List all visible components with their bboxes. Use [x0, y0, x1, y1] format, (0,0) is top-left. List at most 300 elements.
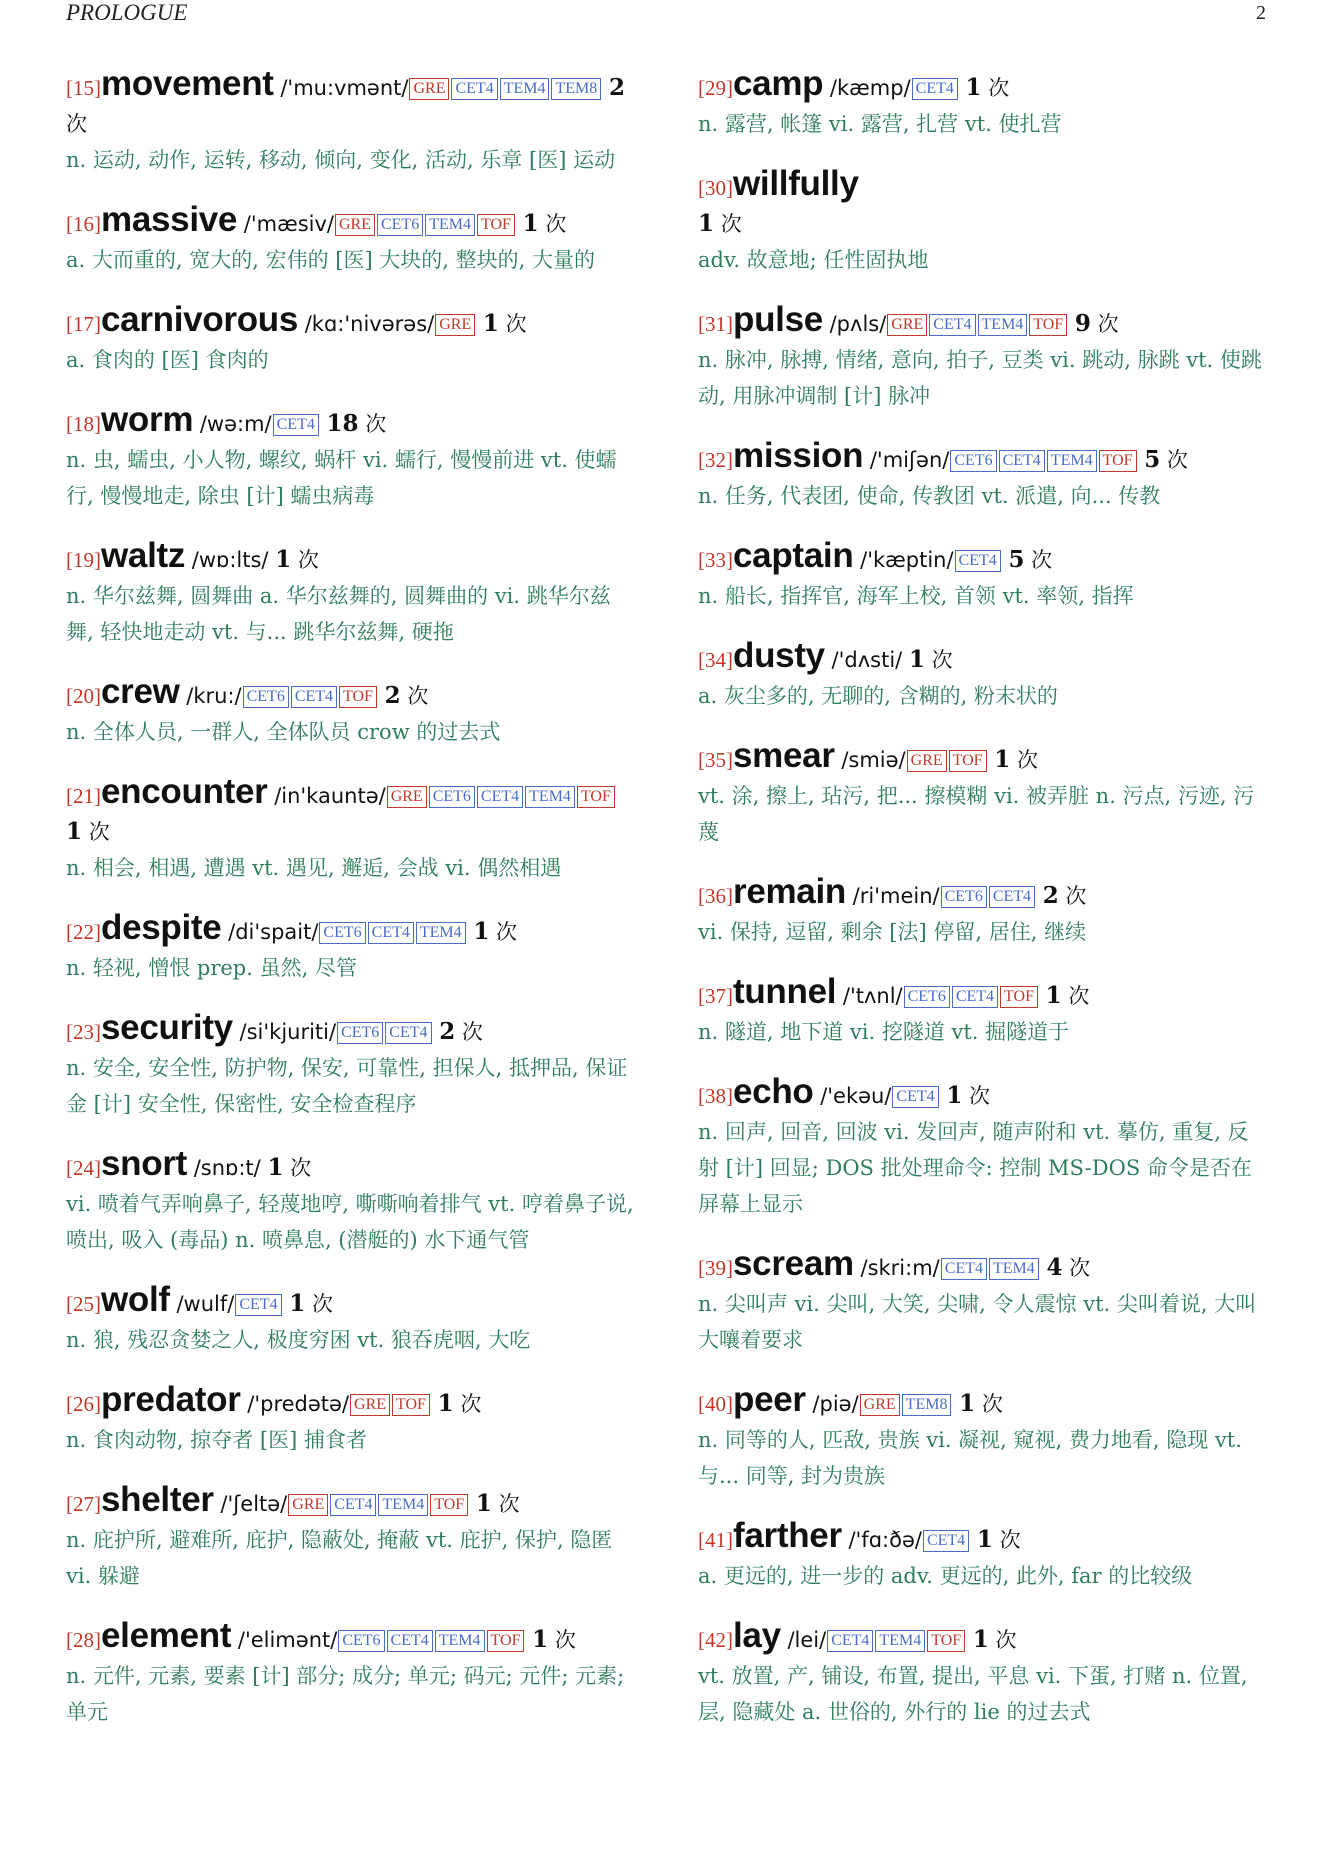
occurrence-count [1046, 1256, 1090, 1280]
exam-tag-badge: TEM4 [435, 1630, 485, 1652]
count-unit: 次 [999, 1528, 1021, 1552]
headword: farther [733, 1516, 842, 1555]
count-unit: 次 [297, 548, 319, 572]
phonetic: /piə/ [812, 1392, 859, 1416]
occurrence-count [1043, 884, 1087, 908]
headword: carnivorous [101, 300, 299, 339]
exam-tag-badge: TOF [477, 214, 515, 236]
occurrence-count [973, 1628, 1017, 1652]
exam-tag-badge: GRE [887, 314, 927, 336]
count-number: 2 [1042, 882, 1059, 909]
phonetic: /kru:/ [186, 684, 242, 708]
occurrence-count [476, 1492, 520, 1516]
count-unit: 次 [1068, 984, 1090, 1008]
exam-tag-badge: TEM4 [989, 1258, 1039, 1280]
definition: vi. 保持, 逗留, 剩余 [法] 停留, 居住, 继续 [698, 920, 1087, 944]
exam-tag-badge: TOF [949, 750, 987, 772]
exam-tag-badge: TEM4 [378, 1494, 428, 1516]
count-unit: 次 [498, 1492, 520, 1516]
entry-index: [21] [66, 784, 101, 808]
entry-headline [698, 738, 1268, 778]
definition: n. 全体人员, 一群人, 全体队员 crow 的过去式 [66, 720, 501, 744]
count-unit: 次 [969, 1084, 991, 1108]
count-number: 1 [482, 310, 499, 337]
definition: vi. 喷着气弄响鼻子, 轻蔑地哼, 嘶嘶响着排气 vt. 哼着鼻子说, 喷出, 吸入 (毒品) n. 喷鼻息, (潜艇的) 水下通气管 [66, 1192, 634, 1252]
count-unit: 次 [554, 1628, 576, 1652]
count-unit: 次 [505, 312, 527, 336]
count-unit: 次 [290, 1156, 312, 1180]
count-unit: 次 [407, 684, 429, 708]
definition: vt. 涂, 擦上, 玷污, 把... 擦模糊 vi. 被弄脏 n. 污点, 污迹, 污蔑 [698, 784, 1255, 844]
entry-headline [698, 66, 1268, 106]
entry-index: [20] [66, 684, 101, 708]
vocab-entry [698, 438, 1268, 514]
occurrence-count [966, 76, 1010, 100]
definition: n. 安全, 安全性, 防护物, 保安, 可靠性, 担保人, 抵押品, 保证金 [计] 安全性, 保密性, 安全检查程序 [66, 1056, 628, 1116]
vocab-entry [698, 302, 1268, 414]
entry-headline [698, 538, 1268, 578]
phonetic: /si'kjuriti/ [239, 1020, 337, 1044]
occurrence-count [275, 548, 319, 572]
vocab-entry [698, 66, 1268, 142]
exam-tag-badge: CET6 [319, 922, 365, 944]
page-number: 2 [1256, 2, 1266, 24]
entry-index: [39] [698, 1256, 733, 1280]
count-number: 1 [289, 1290, 306, 1317]
definition: n. 轻视, 憎恨 prep. 虽然, 尽管 [66, 956, 357, 980]
entry-index: [15] [66, 76, 101, 100]
exam-tag-badge: GRE [335, 214, 375, 236]
exam-tag-badge: TEM4 [978, 314, 1028, 336]
vocab-entry [66, 1282, 636, 1358]
exam-tag-badge: TEM4 [1047, 450, 1097, 472]
count-number: 1 [946, 1082, 963, 1109]
count-number: 9 [1074, 310, 1091, 337]
exam-tag-badge: CET6 [941, 886, 987, 908]
exam-tag-badge: CET6 [338, 1630, 384, 1652]
entry-index: [16] [66, 212, 101, 236]
vocab-entry [698, 1382, 1268, 1494]
exam-tag-badge: CET4 [827, 1630, 873, 1652]
exam-tag-badge: GRE [907, 750, 947, 772]
phonetic: /wə:m/ [199, 412, 272, 436]
headword: mission [733, 436, 864, 475]
count-number: 4 [1046, 1254, 1063, 1281]
exam-tag-badge: CET4 [330, 1494, 376, 1516]
count-unit: 次 [995, 1628, 1017, 1652]
vocab-entry [66, 66, 636, 178]
entry-headline [698, 1074, 1268, 1114]
count-unit: 次 [365, 412, 387, 436]
entry-index: [17] [66, 312, 101, 336]
exam-tag-badge: TOF [1029, 314, 1067, 336]
definition: n. 隧道, 地下道 vi. 挖隧道 vt. 掘隧道于 [698, 1020, 1070, 1044]
entry-index: [30] [698, 176, 733, 200]
headword: wolf [101, 1280, 170, 1319]
exam-tag-badge: CET4 [923, 1530, 969, 1552]
exam-tag-badge: CET4 [451, 78, 497, 100]
phonetic: /pʌls/ [829, 312, 887, 336]
occurrence-count [327, 412, 387, 436]
vocab-entry [698, 738, 1268, 850]
headword: element [101, 1616, 232, 1655]
count-number: 2 [439, 1018, 456, 1045]
phonetic: /'predətə/ [247, 1392, 350, 1416]
count-unit: 次 [88, 820, 110, 844]
exam-tag-badge: CET4 [941, 1258, 987, 1280]
occurrence-count [994, 748, 1038, 772]
phonetic: /wɒ:lts/ [191, 548, 269, 572]
exam-tag-badge: TOF [1000, 986, 1038, 1008]
occurrence-count [1046, 984, 1090, 1008]
definition: n. 食肉动物, 掠夺者 [医] 捕食者 [66, 1428, 367, 1452]
count-unit: 次 [311, 1292, 333, 1316]
entry-index: [35] [698, 748, 733, 772]
occurrence-count [385, 684, 429, 708]
occurrence-count [289, 1292, 333, 1316]
vocab-entry [66, 402, 636, 514]
count-unit: 次 [1069, 1256, 1091, 1280]
exam-tag-badge: CET4 [477, 786, 523, 808]
exam-tag-badge: TEM4 [425, 214, 475, 236]
entry-headline [698, 438, 1268, 478]
vocab-entry [698, 638, 1268, 714]
headword: echo [733, 1072, 814, 1111]
exam-tag-badge: TEM4 [416, 922, 466, 944]
count-unit: 次 [931, 648, 953, 672]
occurrence-count [1075, 312, 1119, 336]
phonetic: /ri'mein/ [852, 884, 940, 908]
definition: n. 狼, 残忍贪婪之人, 极度穷困 vt. 狼吞虎咽, 大吃 [66, 1328, 531, 1352]
exam-tag-badge: CET4 [989, 886, 1035, 908]
entry-index: [34] [698, 648, 733, 672]
vocab-entry [66, 1618, 636, 1730]
exam-tag-badge: CET4 [952, 986, 998, 1008]
exam-tag-badge: CET4 [929, 314, 975, 336]
definition: n. 相会, 相遇, 遭遇 vt. 遇见, 邂逅, 会战 vi. 偶然相遇 [66, 856, 562, 880]
entry-headline [698, 302, 1268, 342]
entry-headline [698, 638, 1268, 678]
entry-index: [24] [66, 1156, 101, 1180]
occurrence-count [523, 212, 567, 236]
entry-headline [66, 402, 636, 442]
definition: a. 灰尘多的, 无聊的, 含糊的, 粉末状的 [698, 684, 1058, 708]
occurrence-count [959, 1392, 1003, 1416]
entry-index: [22] [66, 920, 101, 944]
definition: n. 华尔兹舞, 圆舞曲 a. 华尔兹舞的, 圆舞曲的 vi. 跳华尔兹舞, 轻快地走动 vt. 与... 跳华尔兹舞, 硬拖 [66, 584, 611, 644]
count-number: 1 [475, 1490, 492, 1517]
phonetic: /'mu:vmənt/ [280, 76, 409, 100]
entry-index: [40] [698, 1392, 733, 1416]
headword: remain [733, 872, 846, 911]
count-number: 2 [384, 682, 401, 709]
exam-tag-badge: CET4 [955, 550, 1001, 572]
count-number: 1 [437, 1390, 454, 1417]
entry-headline [66, 1282, 636, 1322]
right-column [698, 66, 1268, 1754]
definition: n. 元件, 元素, 要素 [计] 部分; 成分; 单元; 码元; 元件; 元素; 单元 [66, 1664, 625, 1724]
phonetic: /'ʃeltə/ [220, 1492, 288, 1516]
entry-index: [36] [698, 884, 733, 908]
headword: camp [733, 64, 824, 103]
headword: captain [733, 536, 854, 575]
exam-tag-badge: GRE [387, 786, 427, 808]
definition: n. 任务, 代表团, 使命, 传教团 vt. 派遣, 向... 传教 [698, 484, 1161, 508]
definition: adv. 故意地; 任性固执地 [698, 248, 929, 272]
entry-index: [18] [66, 412, 101, 436]
exam-tag-badge: CET4 [368, 922, 414, 944]
entry-headline [698, 1618, 1268, 1658]
entry-index: [42] [698, 1628, 733, 1652]
occurrence-count [532, 1628, 576, 1652]
vocab-entry [66, 910, 636, 986]
count-unit: 次 [1065, 884, 1087, 908]
exam-tag-badge: CET4 [892, 1086, 938, 1108]
exam-tag-badge: CET4 [999, 450, 1045, 472]
phonetic: /kæmp/ [829, 76, 911, 100]
definition: a. 更远的, 进一步的 adv. 更远的, 此外, far 的比较级 [698, 1564, 1193, 1588]
entry-headline [66, 302, 636, 342]
entry-headline [66, 1146, 636, 1186]
count-unit: 次 [461, 1020, 483, 1044]
headword: pulse [733, 300, 823, 339]
count-unit: 次 [720, 212, 742, 236]
phonetic: /'miʃən/ [869, 448, 950, 472]
entry-index: [19] [66, 548, 101, 572]
vocab-entry [698, 974, 1268, 1050]
vocab-entry [66, 202, 636, 278]
exam-tag-badge: TOF [339, 686, 377, 708]
entry-headline [698, 974, 1268, 1014]
headword: willfully [733, 164, 859, 203]
phonetic: /kɑ:'nivərəs/ [304, 312, 435, 336]
exam-tag-badge: CET4 [235, 1294, 281, 1316]
headword: peer [733, 1380, 806, 1419]
headword: movement [101, 64, 274, 103]
headword: worm [101, 400, 194, 439]
count-number: 1 [976, 1526, 993, 1553]
entry-headline [66, 1010, 636, 1050]
definition: n. 船长, 指挥官, 海军上校, 首领 vt. 率领, 指挥 [698, 584, 1134, 608]
phonetic: /'mæsiv/ [243, 212, 334, 236]
occurrence-count [483, 312, 527, 336]
entry-index: [33] [698, 548, 733, 572]
count-number: 1 [473, 918, 490, 945]
phonetic: /'tʌnl/ [842, 984, 903, 1008]
exam-tag-badge: GRE [288, 1494, 328, 1516]
entry-headline [66, 1382, 636, 1422]
occurrence-count [439, 1020, 483, 1044]
entry-index: [23] [66, 1020, 101, 1044]
definition: n. 露营, 帐篷 vi. 露营, 扎营 vt. 使扎营 [698, 112, 1062, 136]
count-number: 1 [522, 210, 539, 237]
occurrence-count [1144, 448, 1188, 472]
headword: snort [101, 1144, 188, 1183]
vocab-entry [66, 538, 636, 650]
headword: shelter [101, 1480, 214, 1519]
headword: dusty [733, 636, 825, 675]
vocab-entry [698, 1074, 1268, 1222]
exam-tag-badge: GRE [860, 1394, 900, 1416]
phonetic: /in'kauntə/ [274, 784, 386, 808]
occurrence-count [1008, 548, 1052, 572]
count-number: 5 [1008, 546, 1025, 573]
phonetic: /'dʌsti/ [831, 648, 903, 672]
phonetic: /'elimənt/ [237, 1628, 338, 1652]
exam-tag-badge: TOF [927, 1630, 965, 1652]
entry-headline [698, 1246, 1268, 1286]
count-unit: 次 [545, 212, 567, 236]
vocab-entry [698, 874, 1268, 950]
exam-tag-badge: CET6 [950, 450, 996, 472]
entry-index: [37] [698, 984, 733, 1008]
headword: tunnel [733, 972, 837, 1011]
exam-tag-badge: GRE [350, 1394, 390, 1416]
count-number: 1 [959, 1390, 976, 1417]
entry-headline [698, 874, 1268, 914]
headword: despite [101, 908, 222, 947]
count-number: 1 [275, 546, 292, 573]
exam-tag-badge: TEM4 [875, 1630, 925, 1652]
count-number: 1 [66, 818, 83, 845]
count-number: 2 [608, 74, 625, 101]
headword: crew [101, 672, 180, 711]
exam-tag-badge: CET6 [904, 986, 950, 1008]
exam-tag-badge: CET4 [387, 1630, 433, 1652]
headword: waltz [101, 536, 186, 575]
exam-tag-badge: GRE [435, 314, 475, 336]
count-unit: 次 [1031, 548, 1053, 572]
vocab-entry [66, 1010, 636, 1122]
count-unit: 次 [66, 112, 87, 136]
count-unit: 次 [1166, 448, 1188, 472]
exam-tag-badge: CET6 [429, 786, 475, 808]
entry-headline [66, 674, 636, 714]
exam-tag-badge: TEM4 [500, 78, 550, 100]
phonetic: /wulf/ [176, 1292, 235, 1316]
vocab-entry [698, 1246, 1268, 1358]
occurrence-count [473, 920, 517, 944]
count-number: 1 [698, 210, 715, 237]
count-number: 5 [1144, 446, 1161, 473]
exam-tag-badge: CET4 [385, 1022, 431, 1044]
headword: security [101, 1008, 233, 1047]
exam-tag-badge: CET4 [291, 686, 337, 708]
count-number: 1 [1045, 982, 1062, 1009]
headword: lay [733, 1616, 781, 1655]
definition: n. 庇护所, 避难所, 庇护, 隐蔽处, 掩蔽 vt. 庇护, 保护, 隐匿 vi. 躲避 [66, 1528, 613, 1588]
entry-headline [698, 1518, 1268, 1558]
count-number: 1 [965, 74, 982, 101]
phonetic: /'kæptin/ [860, 548, 954, 572]
phonetic: /lei/ [787, 1628, 827, 1652]
entry-headline [66, 1618, 636, 1658]
count-number: 18 [326, 410, 359, 437]
entry-headline [698, 1382, 1268, 1422]
definition: n. 尖叫声 vi. 尖叫, 大笑, 尖啸, 令人震惊 vt. 尖叫着说, 大叫大嚷着要求 [698, 1292, 1257, 1352]
definition: n. 同等的人, 匹敌, 贵族 vi. 凝视, 窥视, 费力地看, 隐现 vt. 与... 同等, 封为贵族 [698, 1428, 1242, 1488]
vocab-entry [66, 1382, 636, 1458]
vocab-entry [698, 1518, 1268, 1594]
headword: massive [101, 200, 238, 239]
exam-tag-badge: TOF [430, 1494, 468, 1516]
entry-index: [28] [66, 1628, 101, 1652]
phonetic: /di'spait/ [228, 920, 319, 944]
exam-tag-badge: CET6 [243, 686, 289, 708]
phonetic: /'ekəu/ [820, 1084, 892, 1108]
phonetic: /snɒ:t/ [193, 1156, 261, 1180]
vocab-entry [66, 302, 636, 378]
vocab-entry [698, 166, 1268, 278]
occurrence-count [698, 212, 742, 236]
count-unit: 次 [981, 1392, 1003, 1416]
definition: a. 食肉的 [医] 食肉的 [66, 348, 269, 372]
phonetic: /smiə/ [841, 748, 906, 772]
vocab-entry [66, 774, 636, 886]
count-unit: 次 [1097, 312, 1119, 336]
headword: scream [733, 1244, 854, 1283]
entry-index: [29] [698, 76, 733, 100]
vocab-entry [698, 1618, 1268, 1730]
vocab-entry [66, 674, 636, 750]
entry-headline [66, 910, 636, 950]
exam-tag-badge: TOF [392, 1394, 430, 1416]
definition: n. 脉冲, 脉搏, 情绪, 意向, 拍子, 豆类 vi. 跳动, 脉跳 vt. 使跳动, 用脉冲调制 [计] 脉冲 [698, 348, 1262, 408]
phonetic: /'fɑ:ðə/ [848, 1528, 922, 1552]
count-unit: 次 [460, 1392, 482, 1416]
definition: n. 运动, 动作, 运转, 移动, 倾向, 变化, 活动, 乐章 [医] 运动 [66, 148, 616, 172]
entry-headline [66, 538, 636, 578]
headword: predator [101, 1380, 241, 1419]
exam-tag-badge: CET6 [337, 1022, 383, 1044]
running-header-title: PROLOGUE [66, 0, 188, 25]
count-unit: 次 [988, 76, 1010, 100]
exam-tag-badge: TEM8 [551, 78, 601, 100]
entry-index: [31] [698, 312, 733, 336]
occurrence-count [66, 820, 110, 844]
entry-headline [66, 774, 636, 850]
entry-headline [66, 202, 636, 242]
headword: encounter [101, 772, 268, 811]
definition: a. 大而重的, 宽大的, 宏伟的 [医] 大块的, 整块的, 大量的 [66, 248, 596, 272]
occurrence-count [946, 1084, 990, 1108]
exam-tag-badge: TEM8 [902, 1394, 952, 1416]
count-number: 1 [994, 746, 1011, 773]
definition: vt. 放置, 产, 铺设, 布置, 提出, 平息 vi. 下蛋, 打赌 n. 位置, 层, 隐藏处 a. 世俗的, 外行的 lie 的过去式 [698, 1664, 1248, 1724]
exam-tag-badge: TOF [487, 1630, 525, 1652]
entry-index: [32] [698, 448, 733, 472]
count-unit: 次 [496, 920, 518, 944]
exam-tag-badge: TOF [1099, 450, 1137, 472]
exam-tag-badge: TEM4 [525, 786, 575, 808]
count-number: 1 [267, 1154, 284, 1181]
phonetic: /skri:m/ [860, 1256, 940, 1280]
entry-index: [38] [698, 1084, 733, 1108]
definition: n. 回声, 回音, 回波 vi. 发回声, 随声附和 vt. 摹仿, 重复, 反射 [计] 回显; DOS 批处理命令: 控制 MS-DOS 命令是否在屏幕上显示 [698, 1120, 1252, 1216]
definition: n. 虫, 蠕虫, 小人物, 螺纹, 蜗杆 vi. 蠕行, 慢慢前进 vt. 使蠕行, 慢慢地走, 除虫 [计] 蠕虫病毒 [66, 448, 617, 508]
count-number: 1 [532, 1626, 549, 1653]
vocab-entry [66, 1482, 636, 1594]
headword: smear [733, 736, 835, 775]
occurrence-count [438, 1392, 482, 1416]
count-unit: 次 [1016, 748, 1038, 772]
left-column [66, 66, 636, 1754]
exam-tag-badge: GRE [409, 78, 449, 100]
exam-tag-badge: CET6 [377, 214, 423, 236]
entry-index: [26] [66, 1392, 101, 1416]
entry-index: [27] [66, 1492, 101, 1516]
entry-headline [66, 66, 636, 142]
